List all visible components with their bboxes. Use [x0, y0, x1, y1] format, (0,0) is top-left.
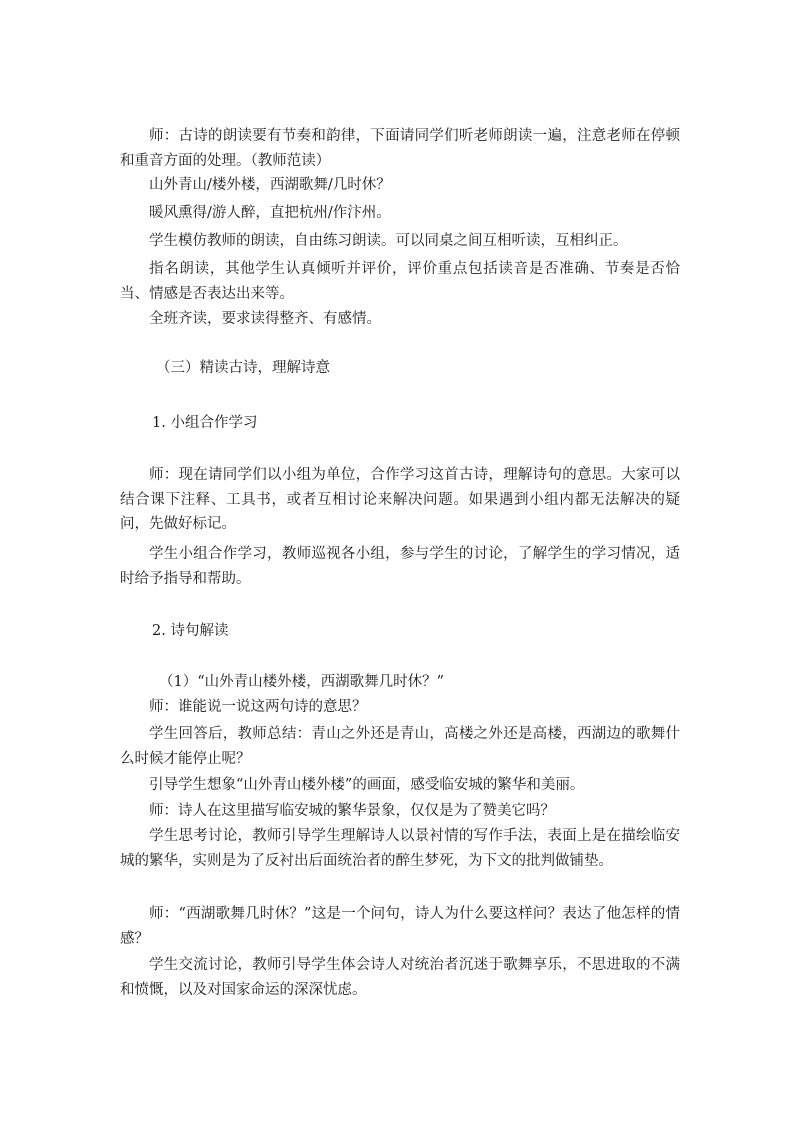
item-1-title: （1）“山外青山楼外楼，西湖歌舞几时休？”: [159, 674, 445, 690]
paragraph-group-study-teacher: 师：现在请同学们以小组为单位，合作学习这首古诗，理解诗句的意思。大家可以结合课下注释、工具书，或者互相讨论来解决问题。如果遇到小组内都无法解决的疑问，先做好标记。: [120, 467, 680, 532]
paragraph-practice: 学生模仿教师的朗读，自由练习朗读。可以同桌之间互相听读，互相纠正。: [149, 233, 628, 249]
paragraph-group-study-students: 学生小组合作学习，教师巡视各小组，参与学生的讨论，了解学生的学习情况，适时给予指导和帮助。: [120, 546, 680, 587]
answer-1: 学生回答后，教师总结：青山之外还是青山，高楼之外还是高楼，西湖边的歌舞什么时候才能停止呢？: [120, 726, 680, 767]
subsection-2-title: 2. 诗句解读: [152, 623, 229, 639]
poem-line-1: 山外青山/楼外楼，西湖歌舞/几时休？: [149, 177, 391, 193]
answer-3: 学生交流讨论，教师引导学生体会诗人对统治者沉迷于歌舞享乐，不思进取的不满和愤慨，以及对国家命运的深深忧虑。: [120, 957, 680, 998]
paragraph-evaluation: 指名朗读，其他学生认真倾听并评价，评价重点包括读音是否准确、节奏是否恰当、情感是否表达出来等。: [120, 261, 680, 302]
question-1: 师：谁能说一说这两句诗的意思？: [149, 699, 367, 715]
question-2: 师：诗人在这里描写临安城的繁华景象，仅仅是为了赞美它吗？: [149, 803, 555, 819]
subsection-1-title: 1. 小组合作学习: [152, 415, 258, 431]
paragraph-group-reading: 全班齐读，要求读得整齐、有感情。: [149, 311, 381, 327]
poem-line-2: 暖风熏得/游人醉，直把杭州/作汴州。: [149, 205, 391, 221]
section-3-title: （三）精读古诗，理解诗意: [156, 360, 330, 376]
paragraph-guide-imagine: 引导学生想象“山外青山楼外楼”的画面，感受临安城的繁华和美丽。: [149, 777, 585, 793]
answer-2: 学生思考讨论，教师引导学生理解诗人以景衬情的写作手法，表面上是在描绘临安城的繁华，实则是为了反衬出后面统治者的醉生梦死，为下文的批判做铺垫。: [120, 828, 680, 869]
paragraph-teacher-reading-intro: 师：古诗的朗读要有节奏和韵律，下面请同学们听老师朗读一遍，注意老师在停顿和重音方面的处理。（教师范读）: [120, 128, 680, 169]
question-3: 师：“西湖歌舞几时休？”这是一个问句，诗人为什么要这样问？表达了他怎样的情感？: [120, 906, 680, 947]
